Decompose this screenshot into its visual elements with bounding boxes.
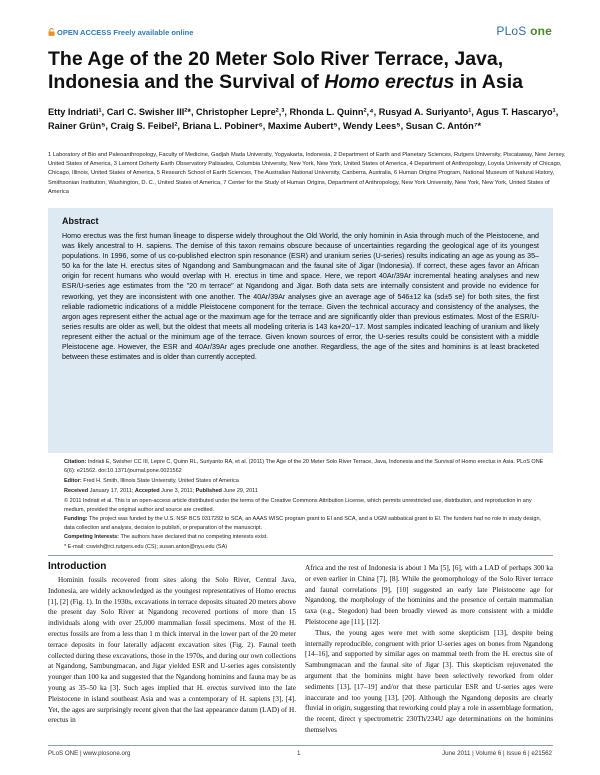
citation-text: Indriati E, Swisher CC III, Lepre C, Quinn RL, Suriyanto RA, et al. (2011) The Age of the 20 Meter Solo River Terrace, Java, Indonesia and the Survival of Homo erectus in Asia. PLoS ONE 6(6): e21562. doi:10.1371/journal.pone.0021562: [64, 459, 544, 474]
footer-rule: [48, 745, 553, 746]
author-list: Etty Indriati¹, Carl C. Swisher III²*, Christopher Lepre²,³, Rhonda L. Quinn²,⁴, Rusyad A. Suriyanto¹, Agus T. Hascaryo¹, Rainer Grün⁵, Craig S. Feibel², Briana L. Pobiner⁶, Maxime Aubert⁵, Wendy Lees⁵, Susan C. Antón⁷*: [48, 107, 559, 131]
journal-suffix: one: [530, 24, 552, 38]
citation-label: Citation:: [64, 459, 87, 465]
abstract-text: Homo erectus was the first human lineage to disperse widely throughout the Old World, the only hominin in Asia through much of the Pleistocene, and was likely ancestral to H. sapiens. The demise of this taxon remains obscure because of uncertainties regarding the geological age of its youngest populations. In 1996, some of us co-published electron spin resonance (ESR) and uranium series (U-series) results indicating an age as young as 35–50 ka for the late H. erectus sites of Ngandong and Sambungmacan and the faunal site of Jigar (Indonesia). If correct, these ages favor an African origin for recent humans who would overlap with H. erectus in time and space. Here, we report 40Ar/39Ar incremental heating analyses and new ESR/U-series age estimates from the "20 m terrace" at Ngandong and Jigar. Both data sets are internally consistent and provide no evidence for reworking, yet they are inconsistent with one another. The 40Ar/39Ar analyses give an average age of 546±12 ka (sd±5 se) for both sites, the first reliable radiometric indications of a middle Pleistocene component for the terrace. Given the technical accuracy and consistency of the analyses, the argon ages represent either the actual age or the maximum age for the terrace and are significantly older than previous estimates. Most of the ESR/U-series results are older as well, but the oldest that meets all modeling criteria is 143 ka+20/−17. Most samples indicated leaching of uranium and likely represent either the actual or the minimum age of the terrace. Given known sources of error, the U-series results could be consistent with a middle Pleistocene age. However, the ESR and 40Ar/39Ar ages preclude one another. Regardless, the age of the sites and hominins is at least bracketed between these estimates and is older than currently accepted.: [62, 232, 539, 362]
accepted-label: Accepted: [134, 488, 160, 494]
competing-text: The authors have declared that no competing interests exist.: [120, 534, 268, 540]
footer-issue: June 2011 | Volume 6 | Issue 6 | e21562: [442, 750, 552, 757]
abstract-heading: Abstract: [62, 216, 99, 226]
editor-label: Editor:: [64, 478, 82, 484]
editor: [64, 477, 544, 486]
funding-label: Funding:: [64, 516, 88, 522]
dates: [64, 487, 544, 496]
intro-left-column: [48, 575, 296, 740]
intro-right-paragraph-1: Africa and the rest of Indonesia is about 1 Ma [5], [6], with a LAD of perhaps 300 ka or even earlier in China [7], [8]. While the geomorphology of the Solo River terrace and faunal correlations [9], [10] suggested an early late Pleistocene age for Ngandong, the morphology of the hominins and the presence of certain mammalian taxa (e.g., Stegodon) had been broadly viewed as more consistent with a middle Pleistocene age [11], [12].: [305, 564, 553, 626]
journal-logo: [496, 24, 552, 38]
title-italic: Homo erectus: [324, 71, 455, 93]
open-access-label: OPEN ACCESS Freely available online: [57, 28, 194, 37]
accepted-date: June 3, 2011;: [161, 488, 195, 494]
page-title: [48, 48, 568, 94]
competing-interests: [64, 533, 544, 542]
title-prefix: The Age of the 20 Meter Solo River Terrace, Java, Indonesia and the Survival of: [48, 48, 504, 93]
funding-text: The project was funded by the U.S. NSF BCS 0317292 to SCA, an AAAS WISC program grant to EI and SCA, and a UGM sabbatical grant to EI. The funders had no role in study design, data collection and analysis, decision to publish, or preparation of the manuscript.: [64, 516, 542, 531]
divider: [48, 555, 553, 556]
affiliations: 1 Laboratory of Bio and Paleoanthropology, Faculty of Medicine, Gadjah Mada University, Yogyakarta, Indonesia, 2 Department of Earth and Planetary Sciences, Rutgers University, Piscataway, New Jersey, United States of America, 3 Lamont Doherty Earth Observatory Palisades, Columbia University, New York, New York, United States of America, 4 Department of Anthropology, Loyola University of Chicago, Chicago, Illinois, United States of America, 5 Research School of Earth Sciences, The Australian National University, Canberra, Australia, 6 Human Origins Program, National Museum of Natural History, Smithsonian Institution, Washington, D. C., United States of America, 7 Center for the Study of Human Origins, Department of Anthropology, New York University, New York, New York, United States of America: [48, 152, 566, 195]
competing-label: Competing Interests:: [64, 534, 120, 540]
title-suffix: in Asia: [454, 71, 523, 93]
received-label: Received: [64, 488, 89, 494]
intro-heading: Introduction: [48, 561, 107, 572]
funding: [64, 515, 544, 532]
email: * E-mail: cswish@rci.rutgers.edu (CS); susan.anton@nyu.edu (SA): [64, 544, 228, 550]
copyright: © 2011 Indriati et al. This is an open-access article distributed under the terms of the Creative Commons Attribution License, which permits unrestricted use, distribution, and reproduction in any medium, provided the original author and source are credited.: [64, 498, 532, 513]
lock-icon: [48, 28, 55, 36]
published-label: Published: [195, 488, 222, 494]
journal-prefix: PLoS: [496, 24, 527, 38]
footer-page-number: 1: [297, 750, 301, 757]
received-date: January 17, 2011;: [89, 488, 134, 494]
intro-left-paragraph: Hominin fossils recovered from sites along the Solo River, Central Java, Indonesia, are widely acknowledged as the youngest representatives of Homo erectus [1], [2] (Fig. 1). In the 1930s, excavations in terrace deposits situated 20 meters above the present day Solo River at Ngandong recovered portions of more than 15 individuals along with over 25,000 mammalian fossil specimens. Most of the H. erectus fossils are from a less than 1 m thick interval in the lower part of the 20 meter terrace deposits in four laterally adjacent excavation sites (Fig. 2). Faunal teeth collected during these excavations, those in the 1970s, and during our own collections at Ngandong, Sambungmacan, and Jigar yielded ESR and U-series ages consistently younger than 100 ka and suggested that the Ngandong hominins and fauna may be as young as 35–50 ka [3]. Such ages implied that H. erectus survived into the late Pleistocene in island southeast Asia and was a contemporary of H. sapiens [3], [4]. Yet, the ages are surprisingly recent given that the last appearance datum (LAD) of H. erectus in: [48, 576, 296, 725]
citation: [64, 458, 544, 475]
published-date: June 29, 2011: [223, 488, 258, 494]
editor-text: Fred H. Smith, Illinois State University, United States of America: [83, 478, 239, 484]
intro-right-paragraph-2: Thus, the young ages were met with some skepticism [13], despite being internally reproducible, congruent with prior U-series ages on bones from Ngandong [14–16], and supported by similar ages on mammal teeth from the H. erectus site of Sambungmacan and the faunal site of Jigar [3]. This skepticism rejuvenated the argument that the hominins might have been selectively reworked from older sediments [13], [17–19] and/or that these particular ESR and U-series ages were inaccurate and too young [13], [20]. Although the Ngandong deposits are clearly fluvial in origin, suggesting that reworking could play a role in assemblage formation, the recent, direct γ spectrometric 230Th/234U age determinations on the hominins themselves: [305, 628, 553, 734]
intro-right-column: [305, 563, 553, 741]
footer-journal: PLoS ONE | www.plosone.org: [48, 750, 131, 757]
abstract-box: [48, 208, 553, 453]
open-access-badge: [48, 28, 193, 37]
